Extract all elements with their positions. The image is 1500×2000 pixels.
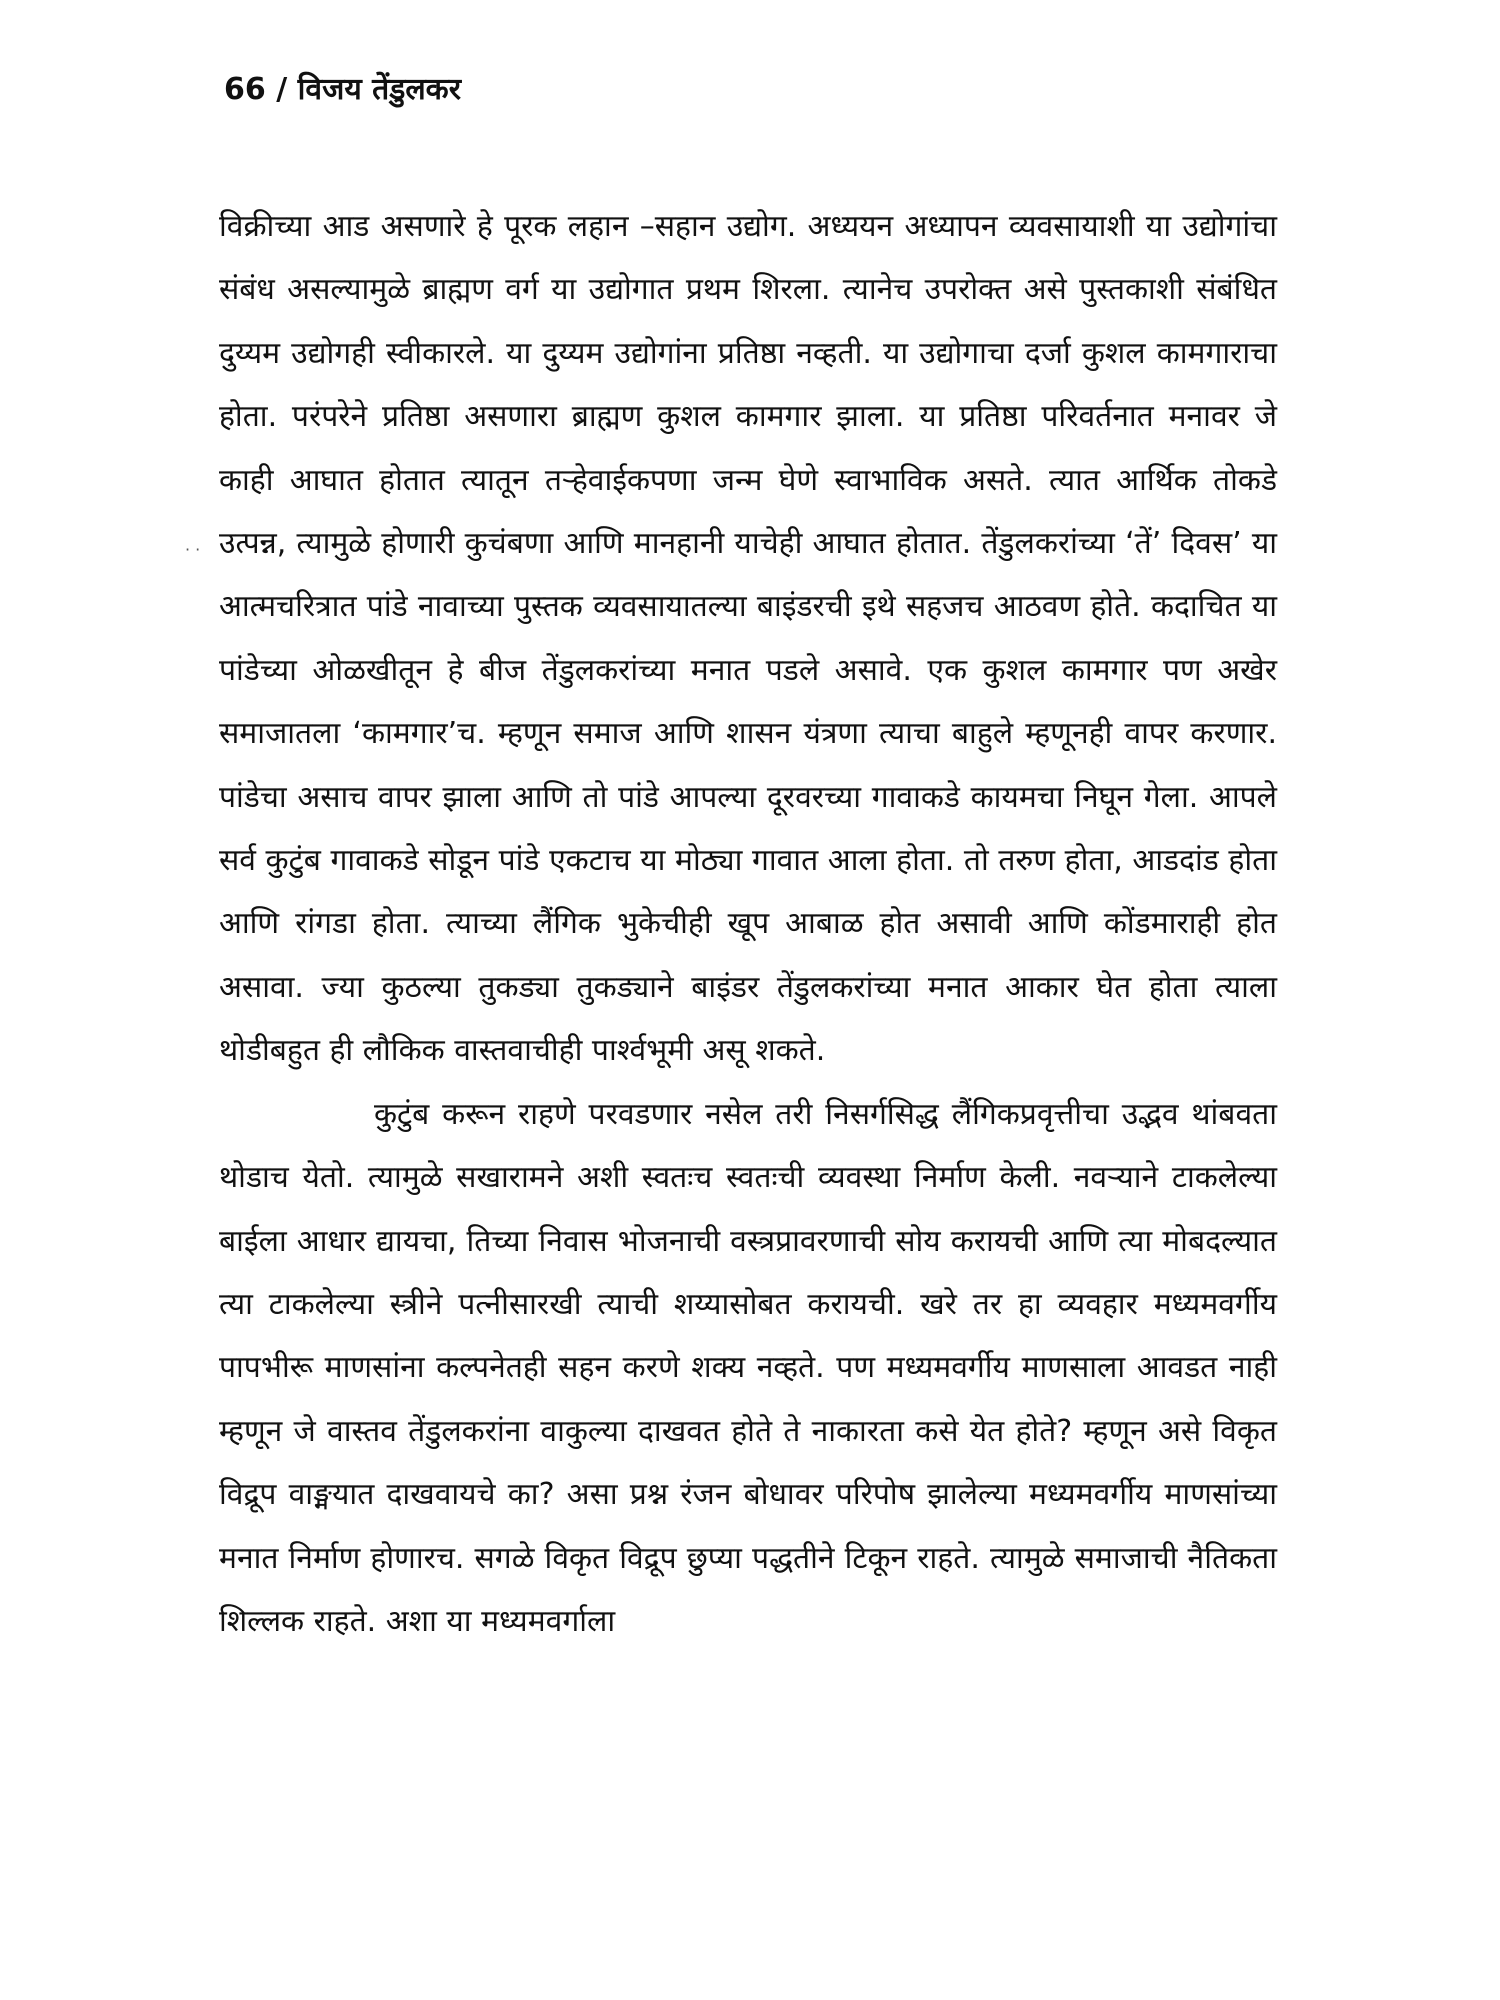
running-title: विजय तेंडुलकर: [297, 72, 461, 107]
page-number: 66: [224, 72, 266, 107]
body-text: [219, 195, 1277, 1653]
page-header: [224, 70, 461, 110]
paragraph-1: विक्रीच्या आड असणारे हे पूरक लहान –सहान उद्योग. अध्ययन अध्यापन व्यवसायाशी या उद्योगांचा संबंध असल्यामुळे ब्राह्मण वर्ग या उद्योगात प्रथम शिरला. त्यानेच उपरोक्त असे पुस्तकाशी संबंधित दुय्यम उद्योगही स्वीकारले. या दुय्यम उद्योगांना प्रतिष्ठा नव्हती. या उद्योगाचा दर्जा कुशल कामगाराचा होता. परंपरेने प्रतिष्ठा असणारा ब्राह्मण कुशल कामगार झाला. या प्रतिष्ठा परिवर्तनात मनावर जे काही आघात होतात त्यातून तऱ्हेवाईकपणा जन्म घेणे स्वाभाविक असते. त्यात आर्थिक तोकडे उत्पन्न, त्यामुळे होणारी कुचंबणा आणि मानहानी याचेही आघात होतात. तेंडुलकरांच्या ‘तें’ दिवस’ या आत्मचरित्रात पांडे नावाच्या पुस्तक व्यवसायातल्या बाइंडरची इथे सहजच आठवण होते. कदाचित या पांडेच्या ओळखीतून हे बीज तेंडुलकरांच्या मनात पडले असावे. एक कुशल कामगार पण अखेर समाजातला ‘कामगार’च. म्हणून समाज आणि शासन यंत्रणा त्याचा बाहुले म्हणूनही वापर करणार. पांडेचा असाच वापर झाला आणि तो पांडे आपल्या दूरवरच्या गावाकडे कायमचा निघून गेला. आपले सर्व कुटुंब गावाकडे सोडून पांडे एकटाच या मोठ्या गावात आला होता. तो तरुण होता, आडदांड होता आणि रांगडा होता. त्याच्या लैंगिक भुकेचीही खूप आबाळ होत असावी आणि कोंडमाराही होत असावा. ज्या कुठल्या तुकड्या तुकड्याने बाइंडर तेंडुलकरांच्या मनात आकार घेत होता त्याला थोडीबहुत ही लौकिक वास्तवाचीही पार्श्वभूमी असू शकते.: [219, 209, 1277, 1069]
scan-speck: · ·: [185, 540, 201, 559]
paragraph-2: कुटुंब करून राहणे परवडणार नसेल तरी निसर्गसिद्ध लैंगिकप्रवृत्तीचा उद्भव थांबवता थोडाच येतो. त्यामुळे सखारामने अशी स्वतःच स्वतःची व्यवस्था निर्माण केली. नवऱ्याने टाकलेल्या बाईला आधार द्यायचा, तिच्या निवास भोजनाची वस्त्रप्रावरणाची सोय करायची आणि त्या मोबदल्यात त्या टाकलेल्या स्त्रीने पत्नीसारखी त्याची शय्यासोबत करायची. खरे तर हा व्यवहार मध्यमवर्गीय पापभीरू माणसांना कल्पनेतही सहन करणे शक्य नव्हते. पण मध्यमवर्गीय माणसाला आवडत नाही म्हणून जे वास्तव तेंडुलकरांना वाकुल्या दाखवत होते ते नाकारता कसे येत होते? म्हणून असे विकृत विद्रूप वाङ्मयात दाखवायचे का? असा प्रश्न रंजन बोधावर परिपोष झालेल्या मध्यमवर्गीय माणसांच्या मनात निर्माण होणारच. सगळे विकृत विद्रूप छुप्या पद्धतीने टिकून राहते. त्यामुळे समाजाची नैतिकता शिल्लक राहते. अशा या मध्यमवर्गाला: [219, 1096, 1277, 1639]
header-separator: /: [276, 72, 288, 107]
